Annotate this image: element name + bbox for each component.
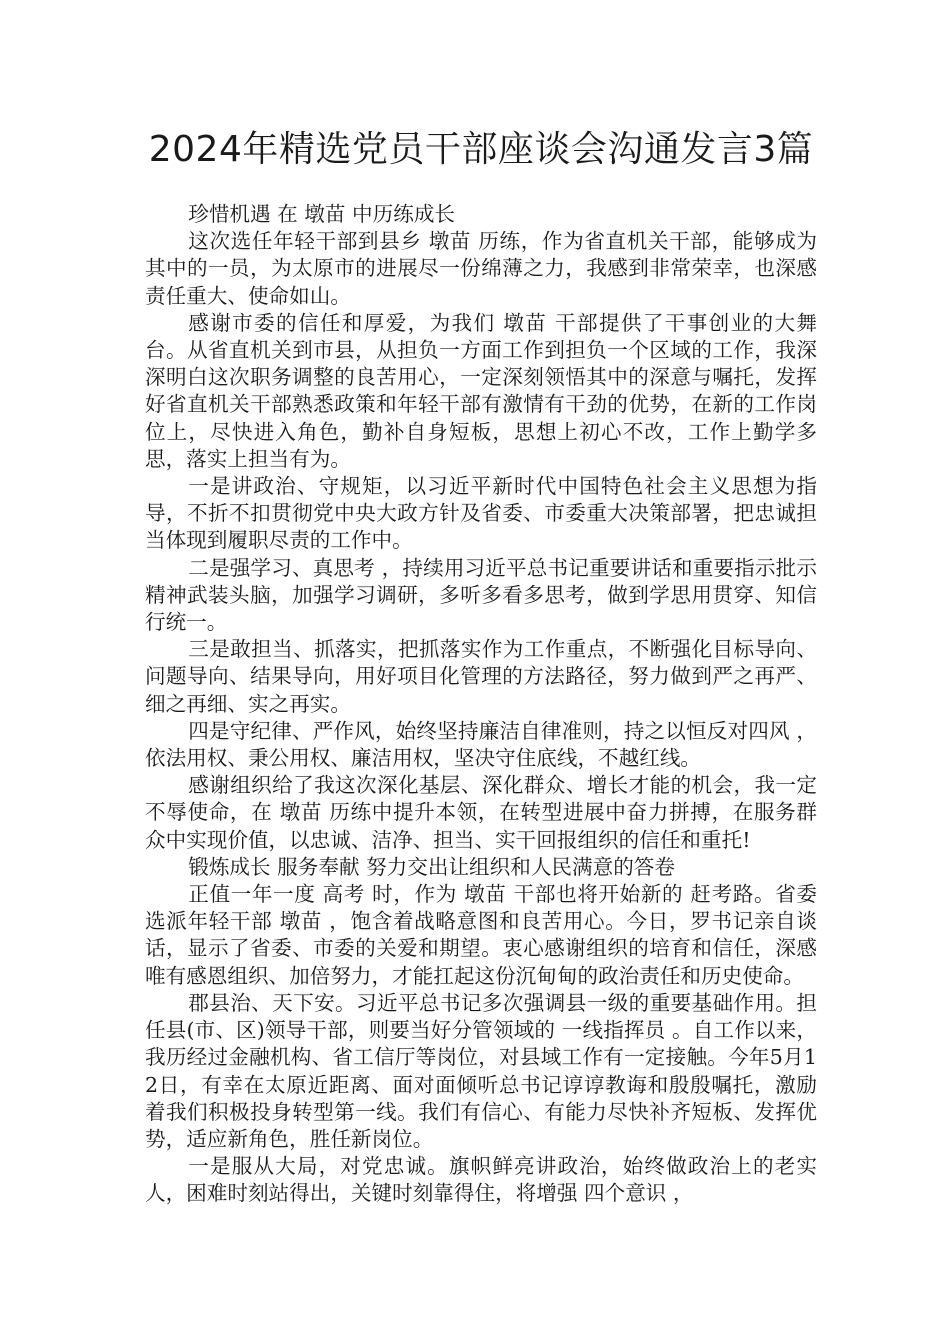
paragraph: 这次选任年轻干部到县乡 墩苗 历练，作为省直机关干部，能够成为其中的一员，为太原市的进展尽一份绵薄之力，我感到非常荣幸，也深感责任重大、使命如山。 [145, 229, 817, 308]
paragraph: 珍惜机遇 在 墩苗 中历练成长 [188, 202, 456, 226]
paragraph: 三是敢担当、抓落实，把抓落实作为工作重点，不断强化目标导向、问题导向、结果导向，用好项目化管理的方法路径，努力做到严之再严、细之再细、实之再实。 [145, 637, 817, 716]
paragraph: 一是服从大局，对党忠诚。旗帜鲜亮讲政治，始终做政治上的老实人，困难时刻站得出，关键时刻靠得住，将增强 四个意识 ， [145, 1154, 817, 1206]
document-title: 2024年精选党员干部座谈会沟通发言3篇 [148, 129, 814, 170]
paragraph: 锻炼成长 服务奉献 努力交出让组织和人民满意的答卷 [188, 854, 675, 879]
paragraph: 正值一年一度 高考 时，作为 墩苗 干部也将开始新的 赶考路。省委选派年轻干部 墩苗 ，饱含着战略意图和良苦用心。今日，罗书记亲自谈话，显示了省委、市委的关爱和期望。衷心感谢组织的培育和信任，深感唯有感恩组织、加倍努力，才能扛起这份沉甸甸的政治责任和历史使命。 [145, 882, 817, 988]
paragraph: 感谢市委的信任和厚爱，为我们 墩苗 干部提供了干事创业的大舞台。从省直机关到市县，从担负一方面工作到担负一个区域的工作，我深深明白这次职务调整的良苦用心，一定深刻领悟其中的深意与嘱托，发挥好省直机关干部熟悉政策和年轻干部有激情有干劲的优势，在新的工作岗位上，尽快进入角色，勤补自身短板，思想上初心不改，工作上勤学多思，落实上担当有为。 [145, 310, 817, 471]
paragraph: 二是强学习、真思考 ，持续用习近平总书记重要讲话和重要指示批示精神武装头脑，加强学习调研，多听多看多思考，做到学思用贯穿、知信行统一。 [145, 555, 817, 635]
paragraph: 郡县治、天下安。习近平总书记多次强调县一级的重要基础作用。担任县(市、区)领导干部，则要当好分管领域的 一线指挥员 。自工作以来，我历经过金融机构、省工信厅等岗位，对县域工作有一定接触。今年5月12日，有幸在太原近距离、面对面倾听总书记谆谆教诲和殷殷嘱托，激励着我们积极投身转型第一线。我们有信心、有能力尽快补齐短板、发挥优势，适应新角色，胜任新岗位。 [145, 990, 817, 1151]
document-body [145, 201, 817, 1208]
paragraph: 一是讲政治、守规矩，以习近平新时代中国特色社会主义思想为指导，不折不扣贯彻党中央大政方针及省委、市委重大决策部署，把忠诚担当体现到履职尽责的工作中。 [145, 474, 817, 553]
paragraph: 感谢组织给了我这次深化基层、深化群众、增长才能的机会，我一定不辱使命，在 墩苗 历练中提升本领，在转型进展中奋力拼搏，在服务群众中实现价值，以忠诚、洁净、担当、实干回报组织的信任和重托! [145, 773, 817, 852]
paragraph: 四是守纪律、严作风，始终坚持廉洁自律准则，持之以恒反对四风 ，依法用权、秉公用权、廉洁用权，坚决守住底线，不越红线。 [145, 718, 817, 771]
document-page [145, 128, 817, 1208]
